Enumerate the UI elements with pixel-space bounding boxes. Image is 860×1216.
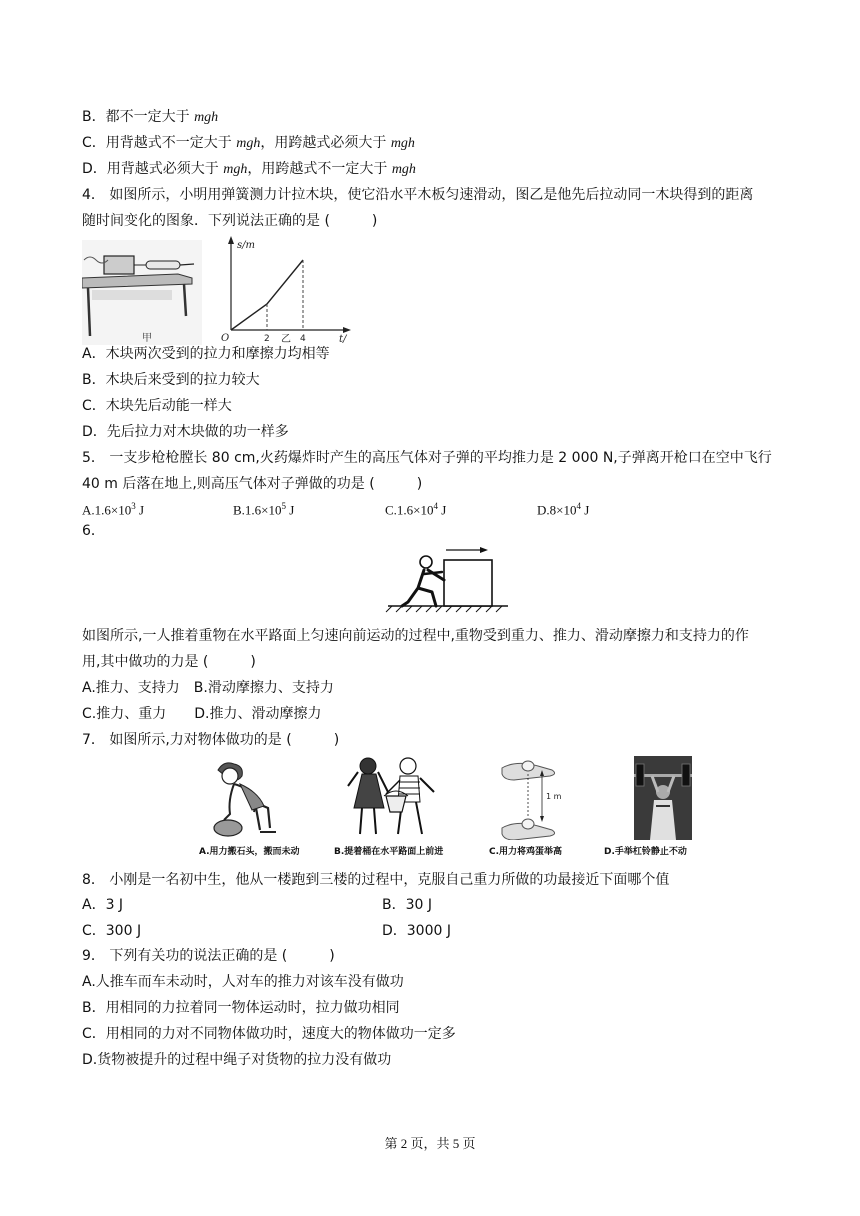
q4-stem-line1: 4． 如图所示，小明用弹簧测力计拉木块，使它沿水平木板匀速滑动，图乙是他先后拉动同一木块得到的距离 [82,187,754,203]
q5-stem-line2: 40 m 后落在地上,则高压气体对子弹做的功是 ( ) [82,476,423,492]
q4-graph-xlabel: t/ [339,334,347,345]
q4-option-b: B．木块后来受到的拉力较大 [82,372,260,388]
q3-option-b: B．都不一定大于 mgh [82,109,219,125]
q3-option-c: C．用背越式不一定大于 mgh，用跨越式必须大于 mgh [82,135,415,151]
q8-option-a: A．3 J [82,897,124,913]
q5-option-a: $A.1.6\times 10^3$ J [82,501,145,518]
q9-option-d: D.货物被提升的过程中绳子对货物的拉力没有做功 [82,1052,392,1068]
q7-figure-d-weightlifter [634,756,692,840]
q4-fig-left-label: 甲 [142,333,152,344]
q4-graph-ylabel: s/m [237,240,255,251]
q4-figure-graph [215,234,355,346]
q7-figure-c-raising-egg [498,758,570,840]
q7-caption-b: B.提着桶在水平路面上前进 [334,847,444,857]
q8-stem: 8． 小刚是一名初中生，他从一楼跑到三楼的过程中，克服自己重力所做的功最接近下面哪个值 [82,872,670,888]
q6-options-cd: C.推力、重力 D.推力、滑动摩擦力 [82,706,322,722]
q4-figure-table [82,240,202,345]
q5-option-c: $C.1.6\times 10^4$ J [385,501,447,518]
q7-figure-a-lifting-stone [204,756,278,840]
q6-stem-line2: 用,其中做功的力是 ( ) [82,654,256,670]
page-footer: 第 2 页，共 5 页 [384,1136,476,1151]
q4-stem-line2: 随时间变化的图象．下列说法正确的是 ( ) [82,213,378,229]
q7-caption-a: A.用力搬石头，搬而未动 [199,847,300,857]
q4-graph-origin: O [221,333,230,344]
q9-option-a: A.人推车而车未动时，人对车的推力对该车没有做功 [82,974,404,990]
q8-option-b: B．30 J [382,897,432,913]
q6-number: 6． [82,523,105,539]
q4-option-c: C．木块先后动能一样大 [82,398,232,414]
q7-caption-c: C.用力将鸡蛋举高 [489,847,563,857]
q6-figure-push-box [384,540,512,614]
q7-figure-b-carrying-bucket [336,754,446,840]
q4-option-d: D．先后拉力对木块做的功一样多 [82,424,289,440]
q5-option-d: $D.8\times 10^4$ J [537,501,590,518]
q9-option-c: C．用相同的力对不同物体做功时，速度大的物体做功一定多 [82,1026,456,1042]
q9-stem: 9． 下列有关功的说法正确的是 ( ) [82,948,335,964]
q7-caption-d: D.手举杠铃静止不动 [604,847,687,857]
q4-option-a: A．木块两次受到的拉力和摩擦力均相等 [82,346,330,362]
q5-option-b: $B.1.6\times 10^5$ J [233,501,295,518]
q9-option-b: B．用相同的力拉着同一物体运动时，拉力做功相同 [82,1000,400,1016]
q4-graph-tick-2: 2 [264,334,270,344]
q8-option-c: C．300 J [82,923,142,939]
q6-options-ab: A.推力、支持力 B.滑动摩擦力、支持力 [82,680,334,696]
q7-stem: 7． 如图所示,力对物体做功的是 ( ) [82,732,340,748]
q8-option-d: D．3000 J [382,923,451,939]
q4-graph-tick-4: 4 [300,334,306,344]
q7-height-label: 1 m [546,792,562,801]
q6-stem-line1: 如图所示,一人推着重物在水平路面上匀速向前运动的过程中,重物受到重力、推力、滑动摩擦力和支持力的作 [82,628,749,644]
q4-graph-sub-label: 乙 [281,334,291,345]
q3-option-d: D．用背越式必须大于 mgh，用跨越式不一定大于 mgh [82,161,416,177]
q5-stem-line1: 5． 一支步枪枪膛长 80 cm,火药爆炸时产生的高压气体对子弹的平均推力是 2 000 N,子弹离开枪口在空中飞行 [82,450,772,466]
